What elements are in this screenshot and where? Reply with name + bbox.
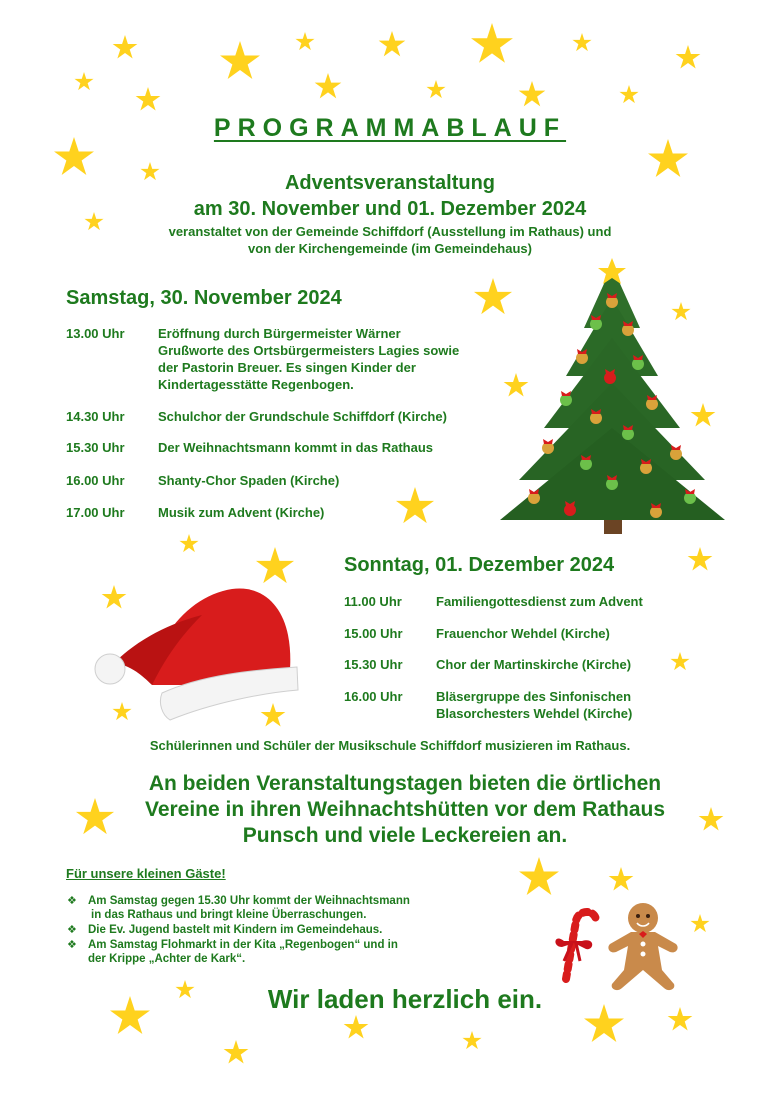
item-time: 17.00 Uhr — [66, 505, 125, 520]
star-icon — [471, 23, 513, 63]
santa-hat-icon — [92, 575, 302, 727]
star-icon — [113, 35, 138, 59]
star-icon — [426, 80, 445, 98]
item-time: 13.00 Uhr — [66, 326, 125, 341]
star-icon — [670, 652, 689, 670]
item-time: 14.30 Uhr — [66, 409, 125, 424]
star-icon — [74, 72, 93, 90]
item-desc: Grußworte des Ortsbürgermeisters Lagies sowie — [158, 343, 460, 358]
item-desc: Familiengottesdienst zum Advent — [436, 594, 643, 609]
star-icon — [688, 547, 713, 571]
star-icon — [315, 73, 342, 98]
christmas-tree-icon — [500, 258, 728, 548]
candy-cane-icon — [552, 903, 604, 983]
bullet-text: Die Ev. Jugend bastelt mit Kindern im Gemeindehaus. — [88, 924, 383, 936]
star-icon — [179, 534, 198, 552]
closing-invitation: Wir laden herzlich ein. — [267, 984, 543, 1014]
star-icon — [462, 1031, 481, 1049]
star-icon — [609, 867, 634, 891]
star-icon — [572, 33, 591, 51]
item-desc: Blasorchesters Wehdel (Kirche) — [436, 706, 633, 721]
item-desc: der Pastorin Breuer. Es singen Kinder der — [158, 360, 416, 375]
item-desc: Chor der Martinskirche (Kirche) — [436, 657, 632, 672]
item-desc: Der Weihnachtsmann kommt in das Rathaus — [158, 440, 433, 455]
item-time: 15.00 Uhr — [344, 626, 403, 641]
item-desc: Shanty-Chor Spaden (Kirche) — [158, 473, 340, 488]
saturday-heading: Samstag, 30. November 2024 — [66, 287, 342, 309]
star-icon — [220, 41, 260, 79]
star-icon — [676, 45, 701, 69]
both-days-line-1: An beiden Veranstaltungstagen bieten die örtlichen — [148, 772, 662, 795]
item-time: 11.00 Uhr — [344, 594, 402, 609]
gingerbread-man-icon — [604, 900, 682, 992]
bullet-icon: ❖ — [67, 895, 77, 907]
star-icon — [295, 32, 314, 50]
event-name: Adventsveranstaltung — [284, 172, 496, 194]
music-school-note: Schülerinnen und Schüler der Musikschule Schiffdorf musizieren im Rathaus. — [149, 738, 631, 753]
star-icon — [136, 87, 161, 111]
bullet-icon: ❖ — [67, 924, 77, 936]
guests-heading: Für unsere kleinen Gäste! — [66, 866, 226, 881]
star-icon — [224, 1040, 249, 1064]
bullet-icon: ❖ — [67, 939, 77, 951]
item-desc: Schulchor der Grundschule Schiffdorf (Kirche) — [158, 409, 447, 424]
star-icon — [396, 487, 434, 523]
item-time: 15.30 Uhr — [344, 657, 403, 672]
bullet-text: Am Samstag gegen 15.30 Uhr kommt der Weihnachtsmann — [88, 895, 410, 907]
star-icon — [344, 1015, 369, 1039]
ornament-bow — [543, 439, 553, 444]
item-desc: Kindertagesstätte Regenbogen. — [158, 377, 354, 392]
item-desc: Bläsergruppe des Sinfonischen — [436, 689, 632, 704]
star-icon — [619, 85, 638, 103]
star-icon — [379, 31, 406, 56]
ornament-bow — [671, 445, 681, 450]
both-days-line-2: Vereine in ihren Weihnachtshütten vor dem Rathaus — [144, 798, 666, 821]
star-icon — [519, 81, 546, 106]
both-days-line-3: Punsch und viele Leckereien an. — [242, 824, 568, 847]
ornament-bow — [561, 391, 571, 396]
star-icon — [690, 914, 709, 932]
page-title: PROGRAMMABLAUF — [213, 114, 567, 142]
star-icon — [519, 857, 559, 895]
item-desc: Eröffnung durch Bürgermeister Wärner — [158, 326, 401, 341]
bullet-text: Am Samstag Flohmarkt in der Kita „Regenbogen“ und in — [88, 939, 398, 951]
item-desc: Musik zum Advent (Kirche) — [158, 505, 325, 520]
bullet-text: in das Rathaus und bringt kleine Überraschungen. — [91, 909, 367, 921]
item-time: 15.30 Uhr — [66, 440, 125, 455]
event-dates: am 30. November und 01. Dezember 2024 — [193, 198, 587, 220]
bullet-text: der Krippe „Achter de Kark“. — [88, 953, 246, 965]
sunday-heading: Sonntag, 01. Dezember 2024 — [344, 554, 615, 576]
item-time: 16.00 Uhr — [66, 473, 125, 488]
organizer-line-1: veranstaltet von der Gemeinde Schiffdorf (Ausstellung im Rathaus) und — [168, 224, 612, 239]
organizer-line-2: von der Kirchengemeinde (im Gemeindehaus) — [248, 241, 532, 256]
item-desc: Frauenchor Wehdel (Kirche) — [436, 626, 610, 641]
item-time: 16.00 Uhr — [344, 689, 403, 704]
